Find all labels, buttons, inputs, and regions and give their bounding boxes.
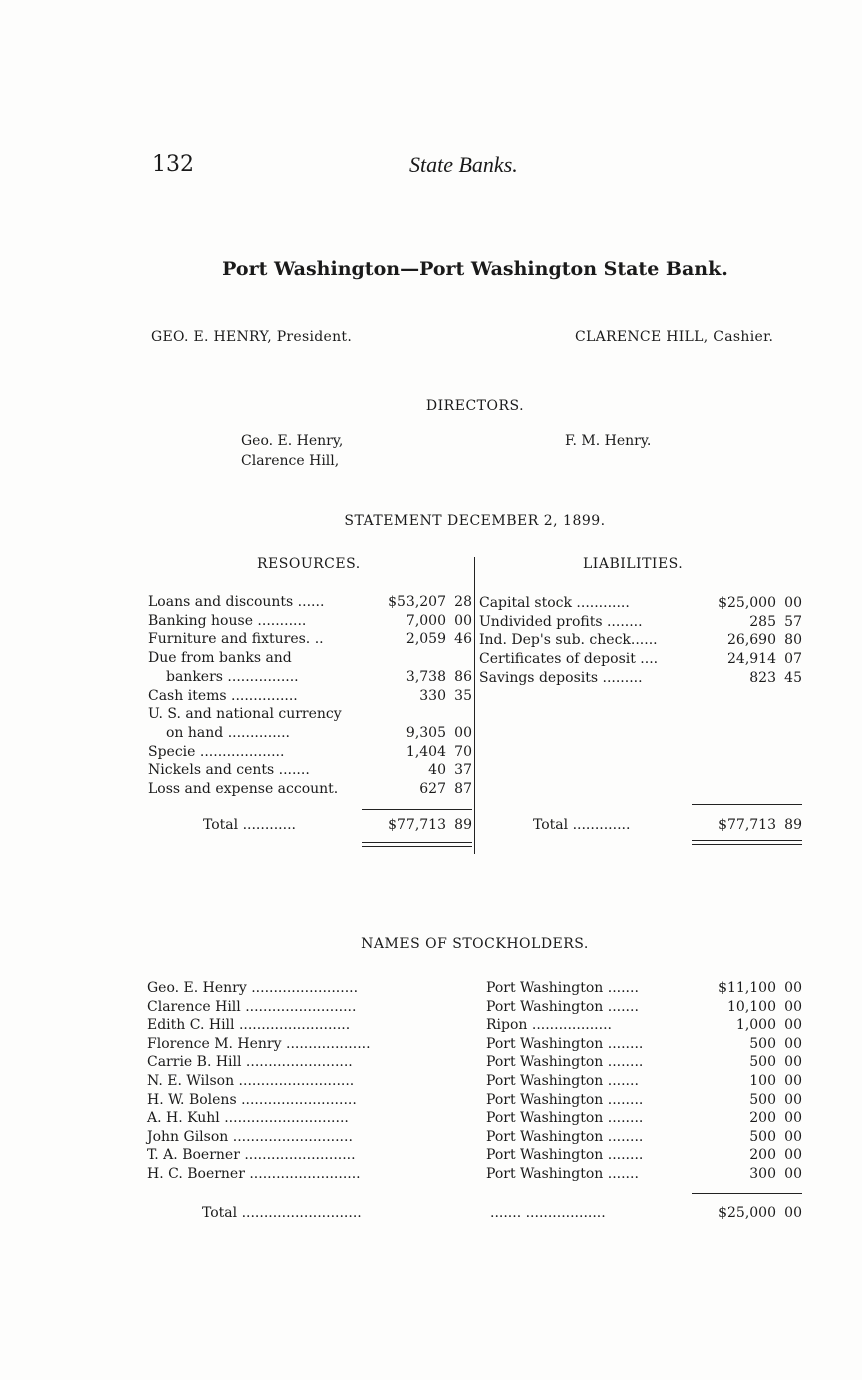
stockholder-row <box>0 1053 862 1072</box>
resource-row-dollars: 40 <box>428 762 446 779</box>
liability-row-label: Undivided profits ........ <box>479 613 643 630</box>
resource-row-cents: 00 <box>454 724 472 741</box>
stockholder-name: Geo. E. Henry ........................ <box>147 980 359 996</box>
resource-row-cents <box>447 705 472 724</box>
stockholder-name: Edith C. Hill ......................... <box>147 1017 351 1034</box>
resource-row-cents: 37 <box>454 762 472 779</box>
stockholder-row <box>0 1146 862 1165</box>
stockholder-name: N. E. Wilson .......................... <box>147 1073 355 1089</box>
resource-row-cents: 86 <box>454 668 472 685</box>
liability-row-label: Certificates of deposit .... <box>479 651 659 668</box>
stockholder-dollars: 500 <box>749 1128 776 1145</box>
liability-row-cents: 00 <box>784 595 802 611</box>
stockholder-place: Port Washington ....... <box>486 1166 639 1182</box>
resource-row-label: Loans and discounts ...... <box>148 594 325 610</box>
stockholder-name: Florence M. Henry ................... <box>147 1035 371 1052</box>
bank-title: Port Washington—Port Washington State Bank. <box>222 258 728 280</box>
cashier-name: CLARENCE HILL, Cashier. <box>575 329 774 345</box>
stockholder-dollars: 100 <box>749 1073 776 1089</box>
resource-row-dollars: 330 <box>419 687 446 704</box>
stockholders-total-dollars: $25,000 <box>718 1205 776 1221</box>
stockholder-name: A. H. Kuhl ............................ <box>147 1110 349 1127</box>
statement-heading: STATEMENT DECEMBER 2, 1899. <box>344 513 606 529</box>
stockholder-row <box>0 979 862 998</box>
resource-row-label: U. S. and national currency <box>148 706 342 723</box>
resource-row-label: Loss and expense account. <box>148 781 339 797</box>
liability-row-label: Capital stock ............ <box>479 595 630 611</box>
resource-row-cents: 87 <box>454 781 472 797</box>
resource-row-cents: 70 <box>454 743 472 760</box>
stockholder-dollars: 500 <box>749 1054 776 1071</box>
stockholder-cents: 00 <box>784 998 802 1015</box>
stockholder-row <box>0 1165 862 1184</box>
liability-row-cents: 07 <box>784 651 802 668</box>
liabilities-subtotal-rule <box>692 804 802 805</box>
stockholder-name: John Gilson ........................... <box>147 1128 353 1145</box>
liability-row-label: Ind. Dep's sub. check...... <box>479 632 658 649</box>
stockholder-row <box>0 1091 862 1110</box>
liabilities-total-dollars: $77,713 <box>718 817 776 833</box>
resource-row-cents: 00 <box>454 612 472 629</box>
resource-row-cents <box>447 649 472 668</box>
stockholder-place: Port Washington ........ <box>486 1091 644 1108</box>
liabilities-double-rule <box>692 840 802 841</box>
stockholder-place: Port Washington ........ <box>486 1147 644 1164</box>
stockholders-total-row <box>0 1204 862 1223</box>
liability-row-dollars: 26,690 <box>727 632 776 649</box>
resource-row-label: on hand .............. <box>166 724 290 741</box>
resource-row-cents: 35 <box>454 687 472 704</box>
resource-row-dollars: 7,000 <box>405 612 446 629</box>
liability-row-dollars: 285 <box>749 613 776 630</box>
stockholder-name: H. C. Boerner ......................... <box>147 1166 361 1182</box>
stockholder-dollars: 200 <box>749 1110 776 1127</box>
stockholder-place: Port Washington ....... <box>486 980 639 996</box>
resource-row-label: bankers ................ <box>166 668 299 685</box>
stockholder-row <box>0 998 862 1017</box>
stockholder-cents: 00 <box>784 1147 802 1164</box>
stockholder-dollars: 300 <box>749 1166 776 1182</box>
running-head: State Banks. <box>409 152 518 177</box>
stockholders-total-leader: ....... .................. <box>490 1205 606 1221</box>
resource-row-label: Nickels and cents ....... <box>148 762 310 779</box>
stockholder-place: Port Washington ........ <box>486 1128 644 1145</box>
stockholder-cents: 00 <box>784 1166 802 1182</box>
stockholder-place: Port Washington ........ <box>486 1054 644 1071</box>
stockholder-dollars: $11,100 <box>718 980 776 996</box>
president-name: GEO. E. HENRY, President. <box>151 329 353 345</box>
stockholder-dollars: 500 <box>749 1091 776 1108</box>
resource-row-dollars: 1,404 <box>405 743 446 760</box>
resource-row-dollars: 627 <box>419 781 446 797</box>
stockholders-total-rule <box>692 1193 802 1194</box>
liability-row-cents: 45 <box>784 669 802 686</box>
resource-row-dollars: $53,207 <box>388 594 446 610</box>
resource-row-cents: 46 <box>454 631 472 648</box>
stockholder-row <box>0 1128 862 1147</box>
liabilities-double-rule <box>692 844 802 845</box>
resource-row-label: Furniture and fixtures. .. <box>148 631 324 648</box>
stockholders-heading: NAMES OF STOCKHOLDERS. <box>361 936 589 952</box>
liability-row-dollars: 823 <box>749 669 776 686</box>
stockholder-place: Port Washington ....... <box>486 998 639 1015</box>
liabilities-total-label: Total ............. <box>533 817 631 833</box>
resource-row-cents: 28 <box>454 594 472 610</box>
liability-row-cents: 57 <box>784 613 802 630</box>
stockholder-cents: 00 <box>784 1035 802 1052</box>
page-number: 132 <box>152 152 194 177</box>
stockholder-place: Port Washington ....... <box>486 1073 639 1089</box>
stockholders-total-label: Total ........................... <box>202 1205 362 1221</box>
stockholder-row <box>0 1016 862 1035</box>
resources-total-cents: 89 <box>454 817 472 833</box>
stockholder-place: Port Washington ........ <box>486 1035 644 1052</box>
column-divider <box>474 557 475 854</box>
resource-row-dollars <box>362 705 446 724</box>
resources-subtotal-rule <box>362 809 472 810</box>
stockholder-dollars: 500 <box>749 1035 776 1052</box>
stockholder-row <box>0 1035 862 1054</box>
resource-row-dollars <box>362 649 446 668</box>
stockholder-row <box>0 1109 862 1128</box>
stockholder-cents: 00 <box>784 980 802 996</box>
director-name: Geo. E. Henry, <box>241 433 344 449</box>
stockholder-dollars: 200 <box>749 1147 776 1164</box>
stockholder-row <box>0 1072 862 1091</box>
liability-row-label: Savings deposits ......... <box>479 669 643 686</box>
stockholder-cents: 00 <box>784 1128 802 1145</box>
stockholder-name: Carrie B. Hill ........................ <box>147 1054 353 1071</box>
stockholders-total-cents: 00 <box>784 1205 802 1221</box>
resources-heading: RESOURCES. <box>257 556 361 572</box>
stockholder-place: Port Washington ........ <box>486 1110 644 1127</box>
stockholder-cents: 00 <box>784 1091 802 1108</box>
resource-row-label: Due from banks and <box>148 650 292 667</box>
stockholder-name: T. A. Boerner ......................... <box>147 1147 356 1164</box>
liability-row-dollars: 24,914 <box>727 651 776 668</box>
resource-row-dollars: 9,305 <box>405 724 446 741</box>
directors-heading: DIRECTORS. <box>425 398 525 414</box>
stockholder-cents: 00 <box>784 1054 802 1071</box>
liabilities-heading: LIABILITIES. <box>583 556 684 572</box>
resources-double-rule <box>362 846 472 847</box>
resource-row-label: Cash items ............... <box>148 687 298 704</box>
director-name: Clarence Hill, <box>241 453 340 469</box>
stockholder-dollars: 1,000 <box>735 1017 776 1034</box>
resource-row-label: Banking house ........... <box>148 612 307 629</box>
stockholder-dollars: 10,100 <box>727 998 776 1015</box>
liabilities-total-cents: 89 <box>784 817 802 833</box>
liability-row-cents: 80 <box>784 632 802 649</box>
resources-total-label: Total ............ <box>203 817 296 833</box>
stockholder-place: Ripon .................. <box>486 1017 612 1034</box>
stockholder-name: Clarence Hill ......................... <box>147 998 357 1015</box>
stockholder-cents: 00 <box>784 1110 802 1127</box>
stockholder-name: H. W. Bolens .......................... <box>147 1091 357 1108</box>
resources-double-rule <box>362 842 472 843</box>
liability-row-dollars: $25,000 <box>718 595 776 611</box>
director-name: F. M. Henry. <box>565 433 652 449</box>
stockholder-cents: 00 <box>784 1017 802 1034</box>
resource-row-dollars: 2,059 <box>405 631 446 648</box>
resource-row-label: Specie ................... <box>148 743 285 760</box>
resource-row-dollars: 3,738 <box>405 668 446 685</box>
stockholder-cents: 00 <box>784 1073 802 1089</box>
resources-total-dollars: $77,713 <box>388 817 446 833</box>
